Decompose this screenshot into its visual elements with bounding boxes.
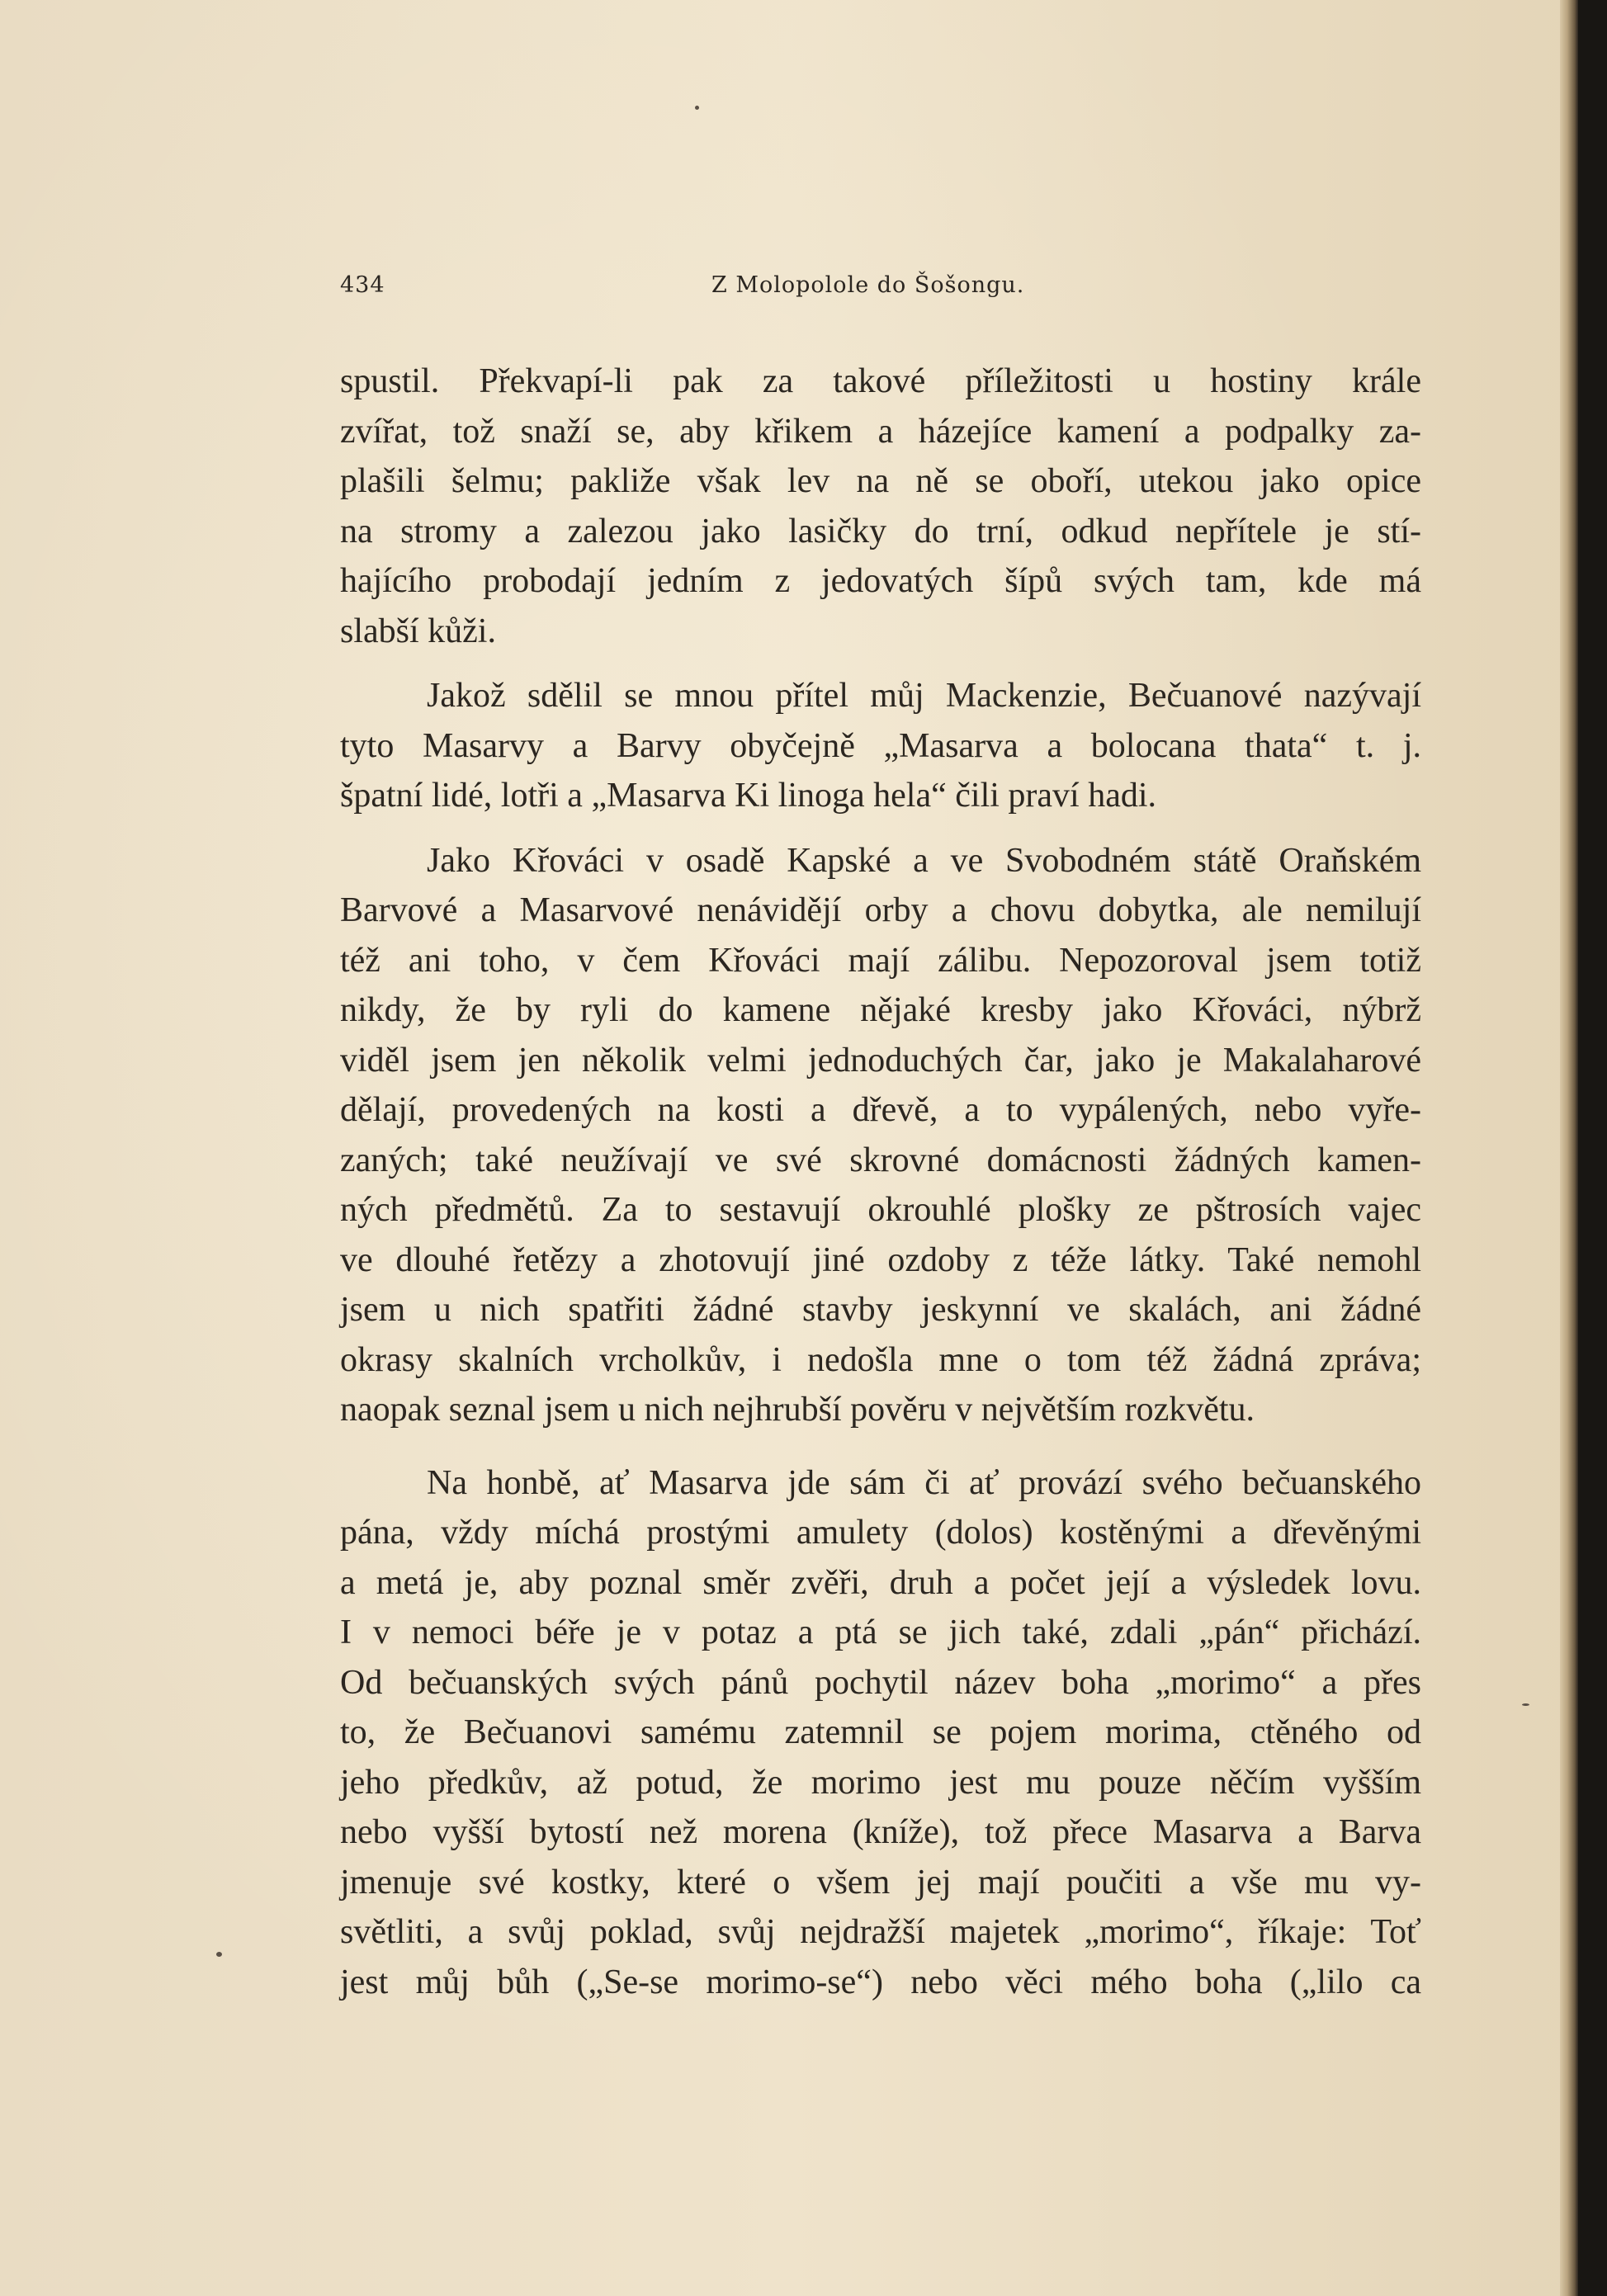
running-title: Z Molopolole do Šošongu. bbox=[711, 272, 1025, 298]
text-line: to, že Bečuanovi samému zatemnil se pojem morima, ctěného od bbox=[340, 1713, 1421, 1751]
text-line: zaných; také neužívají ve své skrovné domácnosti žádných kamen- bbox=[340, 1141, 1421, 1179]
text-line: naopak seznal jsem u nich nejhrubší pověru v největším rozkvětu. bbox=[340, 1391, 1255, 1429]
page-number: 434 bbox=[340, 272, 385, 298]
text-line: Jakož sdělil se mnou přítel můj Mackenzie, Bečuanové nazývají bbox=[427, 677, 1421, 715]
text-line: též ani toho, v čem Křováci mají zálibu. Nepozoroval jsem totiž bbox=[340, 941, 1421, 980]
paragraph bbox=[340, 357, 1421, 656]
book-spine bbox=[1578, 0, 1607, 2296]
page-edge bbox=[1560, 0, 1578, 2296]
text-line: hajícího probodají jedním z jedovatých šípů svých tam, kde má bbox=[340, 562, 1421, 600]
text-line: nebo vyšší bytostí než morena (kníže), tož přece Masarva a Barva bbox=[340, 1813, 1421, 1851]
text-line: pána, vždy míchá prostými amulety (dolos) kostěnými a dřevěnými bbox=[340, 1514, 1421, 1552]
paragraph bbox=[340, 671, 1421, 821]
text-line: špatní lidé, lotři a „Masarva Ki linoga hela“ čili praví hadi. bbox=[340, 777, 1157, 815]
text-line: I v nemoci béře je v potaz a ptá se jich také, zdali „pán“ přichází. bbox=[340, 1613, 1421, 1651]
paragraph bbox=[340, 1458, 1421, 2008]
text-line: okrasy skalních vrcholkův, i nedošla mne o tom též žádná zpráva; bbox=[340, 1340, 1421, 1379]
text-line: viděl jsem jen několik velmi jednoduchých čar, jako je Makalaharové bbox=[340, 1041, 1421, 1079]
paper-speck bbox=[216, 1952, 222, 1957]
page-header bbox=[340, 272, 1421, 314]
paper-speck bbox=[695, 106, 699, 110]
text-line: dělají, provedených na kosti a dřevě, a to vypálených, nebo vyře- bbox=[340, 1091, 1421, 1129]
text-line: jest můj bůh („Se-se morimo-se“) nebo věci mého boha („lilo ca bbox=[340, 1963, 1421, 2001]
text-line: jmenuje své kostky, které o všem jej mají poučiti a vše mu vy- bbox=[340, 1863, 1421, 1902]
text-line: Na honbě, ať Masarva jde sám či ať provází svého bečuanského bbox=[427, 1463, 1421, 1502]
text-line: spustil. Překvapí-li pak za takové příležitosti u hostiny krále bbox=[340, 362, 1421, 400]
text-line: ných předmětů. Za to sestavují okrouhlé plošky ze pštrosích vajec bbox=[340, 1191, 1421, 1229]
text-line: slabší kůži. bbox=[340, 612, 496, 650]
text-line: zvířat, tož snaží se, aby křikem a házejíce kamení a podpalky za- bbox=[340, 412, 1421, 451]
text-line: světliti, a svůj poklad, svůj nejdražší majetek „morimo“, říkaje: Toť bbox=[340, 1913, 1421, 1951]
body-text bbox=[340, 357, 1421, 2007]
text-line: nikdy, že by ryli do kamene nějaké kresby jako Křováci, nýbrž bbox=[340, 991, 1421, 1029]
text-line: tyto Masarvy a Barvy obyčejně „Masarva a bolocana thata“ t. j. bbox=[340, 726, 1421, 765]
text-line: na stromy a zalezou jako lasičky do trní, odkud nepřítele je stí- bbox=[340, 512, 1421, 550]
paragraph bbox=[340, 836, 1421, 1435]
text-line: Jako Křováci v osadě Kapské a ve Svobodném státě Oraňském bbox=[427, 841, 1421, 880]
text-line: jeho předkův, až potud, že morimo jest mu pouze něčím vyšším bbox=[340, 1763, 1421, 1802]
text-line: Barvové a Masarvové nenávidějí orby a chovu dobytka, ale nemilují bbox=[340, 891, 1421, 929]
text-line: a metá je, aby poznal směr zvěři, druh a počet její a výsledek lovu. bbox=[340, 1563, 1421, 1602]
text-line: ve dlouhé řetězy a zhotovují jiné ozdoby z téže látky. Také nemohl bbox=[340, 1240, 1421, 1279]
paper-speck bbox=[1522, 1703, 1529, 1706]
text-line: Od bečuanských svých pánů pochytil název boha „morimo“ a přes bbox=[340, 1663, 1421, 1702]
text-line: jsem u nich spatřiti žádné stavby jeskynní ve skalách, ani žádné bbox=[340, 1291, 1421, 1329]
text-line: plašili šelmu; pakliže však lev na ně se oboří, utekou jako opice bbox=[340, 462, 1421, 500]
